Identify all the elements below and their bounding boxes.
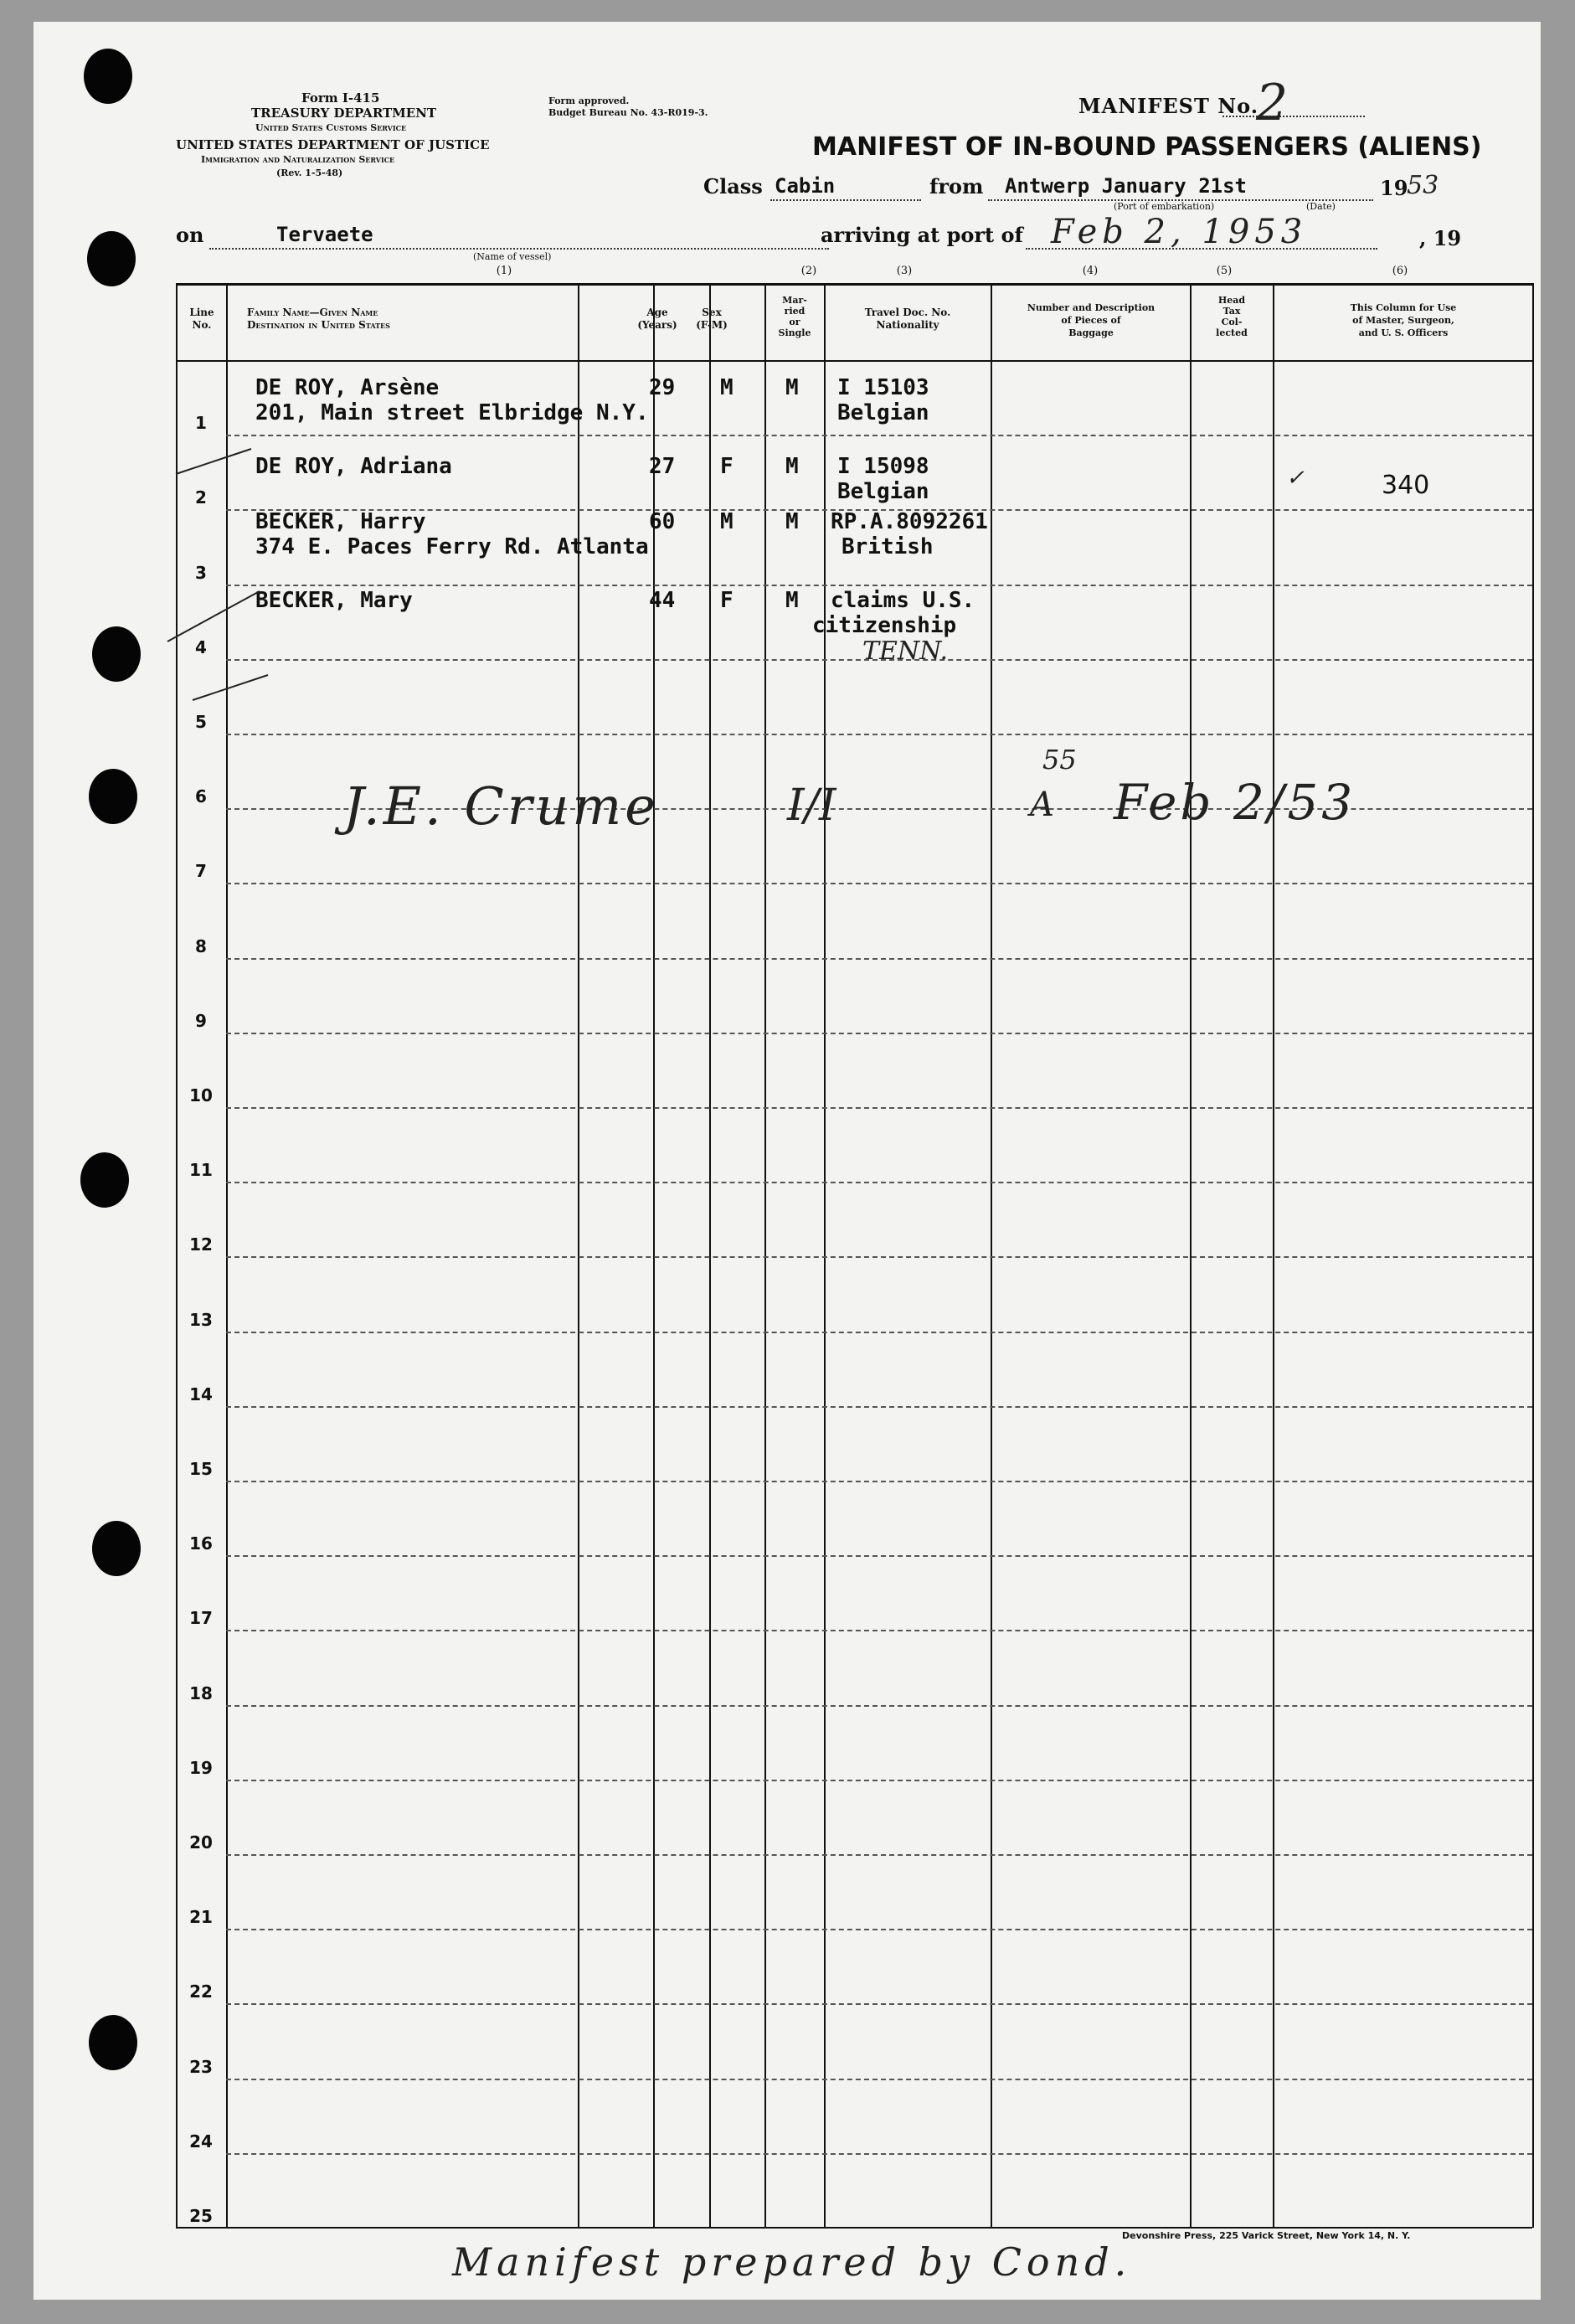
line-number: 4: [195, 636, 207, 657]
line-number: 11: [189, 1160, 213, 1181]
manifest-number: 2: [1256, 74, 1289, 132]
header-age: Age (Years): [637, 307, 677, 331]
passenger-age: 29: [649, 375, 676, 400]
column-number: (4): [1082, 265, 1099, 277]
footer-handwritten-note: Manifest prepared by Cond.: [452, 2239, 1132, 2285]
header-sex: Sex (F-M): [696, 307, 728, 331]
passenger-nationality: Belgian: [837, 400, 929, 425]
passenger-age: 60: [649, 509, 676, 534]
class-line: [770, 199, 921, 201]
row-separator: [226, 1332, 1532, 1333]
line-number: 6: [195, 786, 207, 807]
row-separator: [226, 435, 1532, 436]
date-caption: (Date): [1306, 201, 1336, 212]
passenger-doc: claims U.S.: [831, 588, 975, 613]
margin-strokes: [159, 424, 276, 725]
arriving-label: arriving at port of: [821, 223, 1023, 247]
year-written: 53: [1407, 171, 1439, 200]
passenger-nationality: British: [842, 534, 934, 559]
line-number: 24: [189, 2131, 213, 2151]
binder-hole: [87, 231, 136, 286]
line-number: 3: [195, 562, 207, 583]
row-separator: [226, 2079, 1532, 2080]
binder-hole: [92, 1521, 141, 1576]
passenger-nationality: Belgian: [837, 479, 929, 504]
line-number: 14: [189, 1384, 213, 1404]
row-separator: [226, 1481, 1532, 1482]
vessel-caption: (Name of vessel): [473, 251, 552, 262]
revision: (Rev. 1-5-48): [276, 167, 343, 178]
column-number: (3): [896, 265, 913, 277]
printer-imprint: Devonshire Press, 225 Varick Street, New York 14, N. Y.: [1122, 2230, 1411, 2241]
row-separator: [226, 1630, 1532, 1631]
passenger-sex: M: [720, 375, 733, 400]
binder-hole: [89, 2015, 137, 2070]
row-separator: [226, 734, 1532, 735]
class-label: Class: [703, 174, 763, 198]
header-officers: This Column for Use of Master, Surgeon, and U. S. Officers: [1350, 302, 1457, 338]
passenger-sex: M: [720, 509, 733, 534]
line-number: 13: [189, 1309, 213, 1330]
from-value: Antwerp January 21st: [1005, 174, 1247, 198]
handwritten-state: TENN.: [862, 636, 949, 666]
passenger-name: BECKER, Harry: [255, 509, 426, 534]
line-number: 21: [189, 1907, 213, 1928]
header-married: Mar- ried or Single: [778, 295, 811, 338]
vessel-line: [209, 248, 829, 250]
binder-hole: [80, 1152, 129, 1208]
row-separator: [226, 2003, 1532, 2005]
row-separator: [226, 1256, 1532, 1258]
row-separator: [226, 1555, 1532, 1557]
column-number: (6): [1392, 265, 1408, 277]
line-number: 5: [195, 712, 207, 732]
row-separator: [226, 585, 1532, 586]
line-number: 20: [189, 1832, 213, 1853]
passenger-married: M: [785, 588, 799, 613]
line-number: 15: [189, 1459, 213, 1479]
row-separator: [226, 1854, 1532, 1856]
row-separator: [226, 1705, 1532, 1707]
manifest-label: MANIFEST No.: [1078, 94, 1259, 118]
from-label: from: [929, 174, 984, 198]
passenger-age: 27: [649, 454, 676, 479]
passenger-sex: F: [720, 454, 733, 479]
row-separator: [226, 1929, 1532, 1930]
class-value: Cabin: [775, 174, 836, 198]
form-approved: Form approved.: [548, 95, 630, 106]
line-number: 2: [195, 487, 207, 508]
passenger-sex: F: [720, 588, 733, 613]
arrival-date: Feb 2, 1953: [1051, 213, 1308, 251]
budget-bureau: Budget Bureau No. 43-R019-3.: [548, 107, 708, 118]
line-number: 16: [189, 1533, 213, 1554]
row-separator: [226, 1780, 1532, 1781]
row-separator: [226, 1182, 1532, 1183]
header-head-tax: Head Tax Col- lected: [1216, 295, 1248, 338]
form-id: Form I-415: [301, 90, 380, 106]
passenger-doc: I 15103: [837, 375, 929, 400]
line-number: 10: [189, 1085, 213, 1105]
header-baggage: Number and Description of Pieces of Baggage: [1027, 302, 1156, 338]
inspector-mark-bottom: A: [1030, 786, 1054, 824]
vessel-name: Tervaete: [276, 223, 373, 246]
passenger-destination: 374 E. Paces Ferry Rd. Atlanta: [255, 534, 649, 559]
manifest-no-line: [1222, 116, 1365, 117]
passenger-married: M: [785, 454, 799, 479]
justice-dept: UNITED STATES DEPARTMENT OF JUSTICE: [176, 137, 490, 152]
line-number: 17: [189, 1608, 213, 1629]
inspector-date: Feb 2/53: [1114, 774, 1356, 831]
line-number: 23: [189, 2056, 213, 2077]
column-number: (5): [1216, 265, 1233, 277]
binder-hole: [92, 626, 141, 682]
header-name: Family Name—Given Name Destination in United States: [247, 307, 390, 331]
passenger-married: M: [785, 509, 799, 534]
line-number: 25: [189, 2206, 213, 2226]
immigration-service: Immigration and Naturalization Service: [201, 154, 395, 165]
header-travel-doc: Travel Doc. No. Nationality: [864, 307, 951, 331]
passenger-destination: 201, Main street Elbridge N.Y.: [255, 400, 649, 425]
passenger-doc: RP.A.8092261: [831, 509, 988, 534]
row-separator: [226, 2153, 1532, 2155]
officer-number: 340: [1382, 471, 1430, 500]
passenger-age: 44: [649, 588, 676, 613]
line-number: 1: [195, 413, 207, 434]
row-separator: [226, 883, 1532, 884]
header-line-no: Line No.: [189, 307, 214, 331]
manifest-page: [33, 22, 1541, 2300]
passenger-doc: I 15098: [837, 454, 929, 479]
binder-hole: [84, 49, 132, 104]
column-number: (2): [800, 265, 817, 277]
line-number: 9: [195, 1010, 207, 1031]
line-number: 12: [189, 1234, 213, 1255]
line-number: 19: [189, 1757, 213, 1778]
passenger-name: BECKER, Mary: [255, 588, 413, 613]
passenger-name: DE ROY, Arsène: [255, 375, 440, 400]
treasury-dept: TREASURY DEPARTMENT: [251, 106, 437, 121]
passenger-married: M: [785, 375, 799, 400]
on-label: on: [176, 223, 204, 247]
line-number: 18: [189, 1682, 213, 1703]
line-number: 22: [189, 1981, 213, 2002]
inspector-signature: J.E. Crume: [343, 776, 659, 837]
officer-tick: ✓: [1286, 466, 1305, 491]
year-suffix: , 19: [1419, 226, 1462, 250]
manifest-title: MANIFEST OF IN-BOUND PASSENGERS (ALIENS): [812, 132, 1482, 162]
port-caption: (Port of embarkation): [1114, 201, 1215, 212]
inspector-code: I/I: [787, 781, 836, 831]
row-separator: [226, 1107, 1532, 1109]
line-number: 7: [195, 861, 207, 882]
row-separator: [226, 1406, 1532, 1408]
column-number: (1): [496, 265, 512, 277]
binder-hole: [89, 769, 137, 824]
line-number: 8: [195, 935, 207, 956]
inspector-mark-top: 55: [1042, 744, 1077, 776]
passenger-name: DE ROY, Adriana: [255, 454, 452, 479]
row-separator: [226, 1033, 1532, 1034]
passenger-nationality: citizenship: [812, 613, 957, 638]
row-separator: [226, 958, 1532, 960]
year-printed: 19: [1380, 176, 1408, 200]
customs-service: United States Customs Service: [255, 122, 407, 133]
